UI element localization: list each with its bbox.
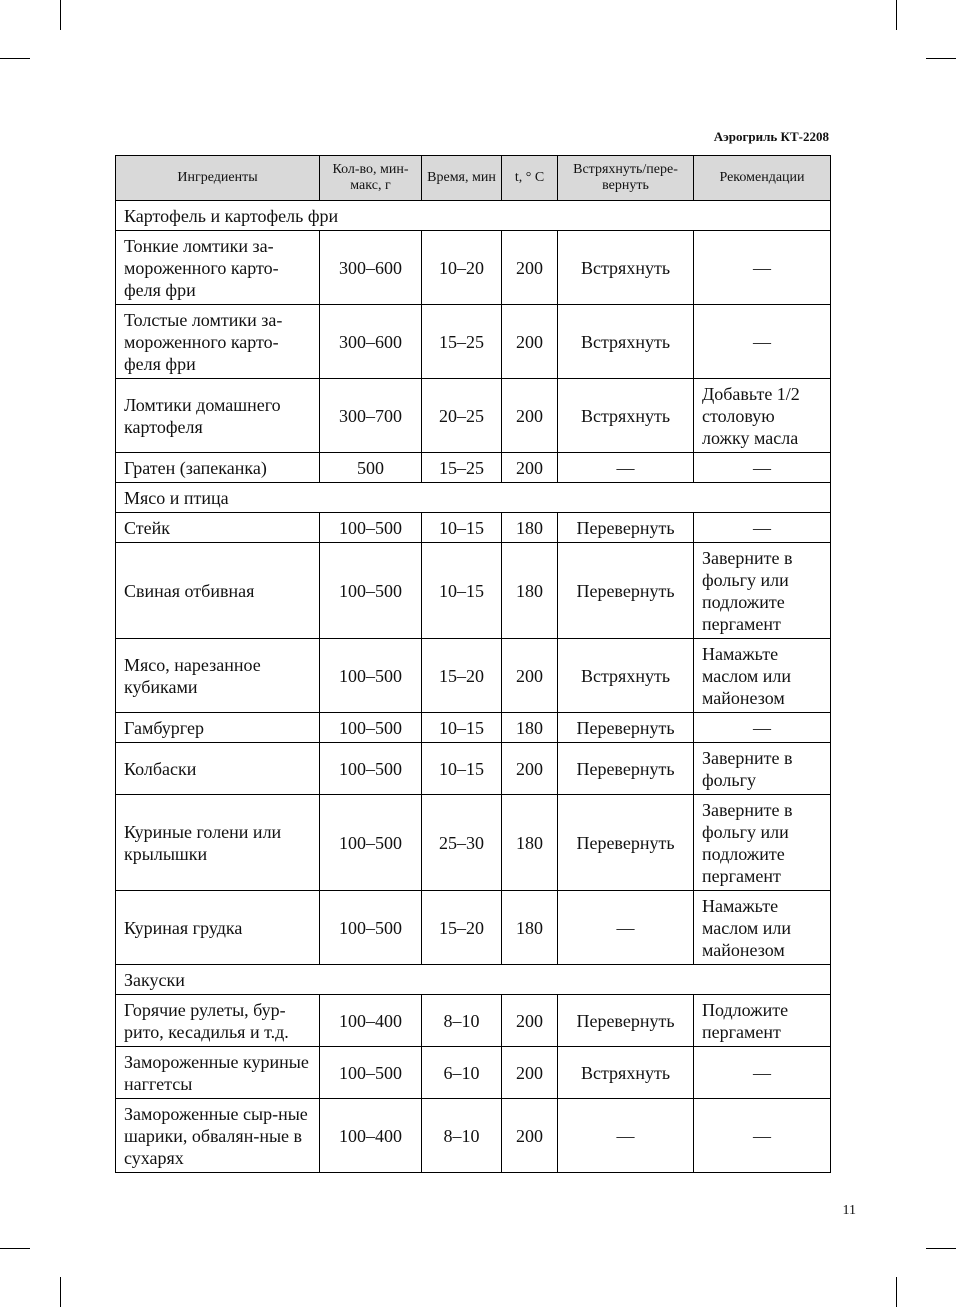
table-row xyxy=(116,1047,831,1099)
cell-qty: 100–500 xyxy=(320,743,422,795)
cell-action: Перевернуть xyxy=(558,743,694,795)
cell-name: Куриная грудка xyxy=(116,891,320,965)
cell-rec: — xyxy=(694,1099,831,1173)
cell-rec: Добавьте 1/2 столовую ложку масла xyxy=(694,379,831,453)
cell-rec: Намажьте маслом или майонезом xyxy=(694,891,831,965)
cell-rec: Заверните в фольгу или подложите пергамент xyxy=(694,543,831,639)
cell-time: 10–15 xyxy=(422,543,502,639)
section-title: Закуски xyxy=(116,965,831,995)
cell-rec: — xyxy=(694,713,831,743)
cell-action: Встряхнуть xyxy=(558,305,694,379)
table-row xyxy=(116,795,831,891)
cell-rec: Заверните в фольгу или подложите пергамент xyxy=(694,795,831,891)
crop-mark xyxy=(0,58,30,59)
cell-qty: 100–500 xyxy=(320,713,422,743)
cell-temp: 180 xyxy=(502,713,558,743)
cell-temp: 200 xyxy=(502,231,558,305)
cell-qty: 100–500 xyxy=(320,1047,422,1099)
cell-name: Колбаски xyxy=(116,743,320,795)
cell-time: 15–20 xyxy=(422,891,502,965)
cell-rec: Заверните в фольгу xyxy=(694,743,831,795)
cell-qty: 100–500 xyxy=(320,891,422,965)
cell-name: Куриные голени или крылышки xyxy=(116,795,320,891)
cell-rec: — xyxy=(694,231,831,305)
cell-rec: — xyxy=(694,305,831,379)
cell-name: Стейк xyxy=(116,513,320,543)
cell-qty: 300–600 xyxy=(320,231,422,305)
cell-action: Встряхнуть xyxy=(558,379,694,453)
cell-time: 20–25 xyxy=(422,379,502,453)
section-row xyxy=(116,965,831,995)
cell-qty: 100–400 xyxy=(320,995,422,1047)
table-row xyxy=(116,379,831,453)
column-header: Ингредиенты xyxy=(116,156,320,201)
cell-time: 10–15 xyxy=(422,743,502,795)
cell-qty: 100–500 xyxy=(320,513,422,543)
cell-qty: 300–600 xyxy=(320,305,422,379)
crop-mark xyxy=(896,0,897,30)
cell-name: Замороженные куриные наггетсы xyxy=(116,1047,320,1099)
cell-time: 8–10 xyxy=(422,1099,502,1173)
table-row xyxy=(116,543,831,639)
cell-time: 15–20 xyxy=(422,639,502,713)
cell-temp: 200 xyxy=(502,639,558,713)
cell-time: 10–15 xyxy=(422,513,502,543)
cell-action: Перевернуть xyxy=(558,513,694,543)
cell-name: Толстые ломтики за-мороженного карто-феля фри xyxy=(116,305,320,379)
cooking-table xyxy=(115,155,831,1173)
cell-action: Встряхнуть xyxy=(558,231,694,305)
crop-mark xyxy=(926,1248,956,1249)
crop-mark xyxy=(896,1277,897,1307)
cell-temp: 200 xyxy=(502,379,558,453)
table-row xyxy=(116,713,831,743)
crop-mark xyxy=(60,0,61,30)
column-header: Время, мин xyxy=(422,156,502,201)
cell-temp: 200 xyxy=(502,305,558,379)
cell-temp: 200 xyxy=(502,743,558,795)
cell-name: Тонкие ломтики за-мороженного карто-феля фри xyxy=(116,231,320,305)
cell-temp: 180 xyxy=(502,513,558,543)
table-row xyxy=(116,995,831,1047)
column-header: t, ° С xyxy=(502,156,558,201)
cell-rec: — xyxy=(694,453,831,483)
cell-action: Встряхнуть xyxy=(558,639,694,713)
section-row xyxy=(116,201,831,231)
cell-name: Мясо, нарезанное кубиками xyxy=(116,639,320,713)
cell-name: Гамбургер xyxy=(116,713,320,743)
cell-temp: 200 xyxy=(502,995,558,1047)
cell-time: 10–20 xyxy=(422,231,502,305)
cell-temp: 180 xyxy=(502,795,558,891)
cell-action: Перевернуть xyxy=(558,713,694,743)
cell-action: Встряхнуть xyxy=(558,1047,694,1099)
cell-rec: — xyxy=(694,1047,831,1099)
cell-action: Перевернуть xyxy=(558,795,694,891)
cell-name: Горячие рулеты, бур-рито, кесадилья и т.д. xyxy=(116,995,320,1047)
page-number: 11 xyxy=(842,1203,856,1218)
cell-action: — xyxy=(558,891,694,965)
cell-qty: 100–500 xyxy=(320,639,422,713)
section-title: Мясо и птица xyxy=(116,483,831,513)
cell-qty: 500 xyxy=(320,453,422,483)
crop-mark xyxy=(0,1248,30,1249)
cell-temp: 200 xyxy=(502,1099,558,1173)
cell-name: Гратен (запеканка) xyxy=(116,453,320,483)
cell-qty: 300–700 xyxy=(320,379,422,453)
table-row xyxy=(116,891,831,965)
cell-name: Свиная отбивная xyxy=(116,543,320,639)
column-header: Встряхнуть/пере-вернуть xyxy=(558,156,694,201)
column-header: Рекомендации xyxy=(694,156,831,201)
cell-qty: 100–400 xyxy=(320,1099,422,1173)
running-header: Аэрогриль КТ-2208 xyxy=(713,129,829,144)
cell-time: 6–10 xyxy=(422,1047,502,1099)
table-header-row xyxy=(116,156,831,201)
cell-temp: 200 xyxy=(502,453,558,483)
table-row xyxy=(116,639,831,713)
cell-temp: 200 xyxy=(502,1047,558,1099)
table-row xyxy=(116,743,831,795)
cell-time: 8–10 xyxy=(422,995,502,1047)
cell-time: 15–25 xyxy=(422,453,502,483)
cell-action: Перевернуть xyxy=(558,995,694,1047)
cell-time: 10–15 xyxy=(422,713,502,743)
crop-mark xyxy=(60,1277,61,1307)
cell-temp: 180 xyxy=(502,891,558,965)
cell-rec: Намажьте маслом или майонезом xyxy=(694,639,831,713)
column-header: Кол-во, мин-макс, г xyxy=(320,156,422,201)
cell-action: Перевернуть xyxy=(558,543,694,639)
cell-action: — xyxy=(558,1099,694,1173)
cell-action: — xyxy=(558,453,694,483)
cell-temp: 180 xyxy=(502,543,558,639)
cell-name: Замороженные сыр-ные шарики, обвалян-ные в сухарях xyxy=(116,1099,320,1173)
table-row xyxy=(116,305,831,379)
table-row xyxy=(116,231,831,305)
cell-name: Ломтики домашнего картофеля xyxy=(116,379,320,453)
table-row xyxy=(116,1099,831,1173)
table-row xyxy=(116,513,831,543)
cell-time: 15–25 xyxy=(422,305,502,379)
cell-time: 25–30 xyxy=(422,795,502,891)
cell-qty: 100–500 xyxy=(320,543,422,639)
section-row xyxy=(116,483,831,513)
cell-rec: Подложите пергамент xyxy=(694,995,831,1047)
cell-qty: 100–500 xyxy=(320,795,422,891)
crop-mark xyxy=(926,58,956,59)
section-title: Картофель и картофель фри xyxy=(116,201,831,231)
table-row xyxy=(116,453,831,483)
cell-rec: — xyxy=(694,513,831,543)
